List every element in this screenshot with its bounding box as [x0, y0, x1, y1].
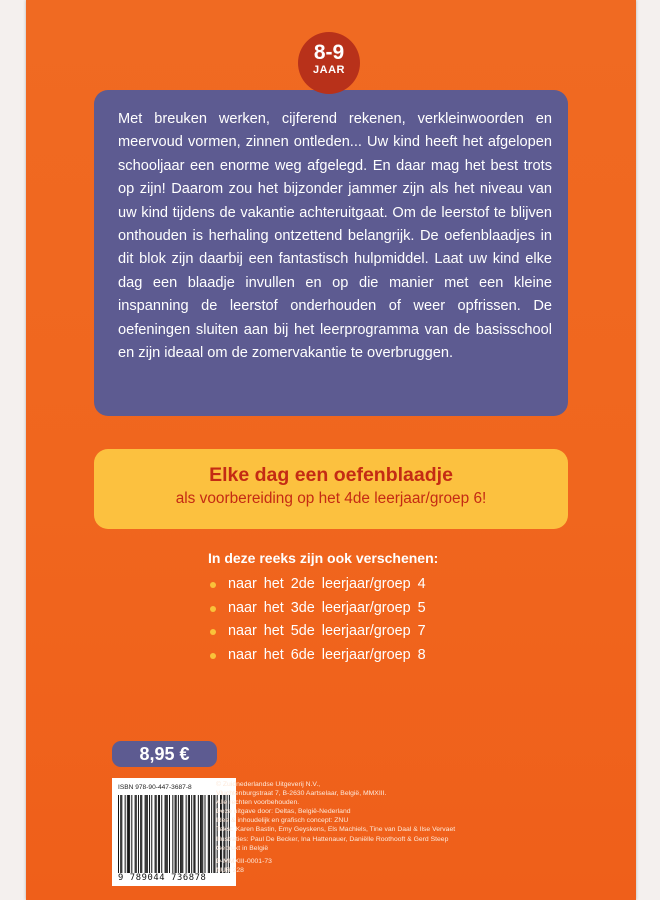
colophon-line: Gedrukt in België	[216, 844, 269, 852]
legal-deposit-code: D-MMXIII-0001-73	[216, 857, 272, 865]
colophon-line: Vluchtenburgstraat 7, B-2630 Aartselaar, België, MMXIII.	[216, 790, 387, 798]
age-unit: JAAR	[313, 64, 345, 76]
series-list	[208, 573, 528, 667]
bullet-icon	[210, 606, 216, 612]
bullet-icon	[210, 629, 216, 635]
book-back-cover	[26, 0, 636, 900]
colophon-line: Alle rechten voorbehouden.	[216, 799, 300, 807]
bullet-icon	[210, 582, 216, 588]
colophon	[216, 780, 516, 875]
series-item-label: naar het 6de leerjaar/groep 8	[228, 646, 426, 663]
age-range: 8-9	[313, 41, 345, 64]
barcode-icon	[118, 795, 230, 873]
list-item	[208, 573, 528, 597]
price-tag	[112, 741, 217, 767]
colophon-line: Idee & inhoudelijk en grafisch concept: ZNU	[216, 817, 349, 825]
list-item	[208, 620, 528, 644]
isbn-number: ISBN 978-90-447-3687-8	[118, 784, 192, 791]
colophon-line: Illustraties: Paul De Becker, Ina Hattenauer, Daniëlle Roothooft & Gerd Steep	[216, 835, 449, 843]
colophon-line: Deze uitgave door: Deltas, België-Nederland	[216, 808, 351, 816]
price-value: 8,95 €	[139, 744, 190, 764]
series-item-label: naar het 2de leerjaar/groep 4	[228, 576, 426, 592]
list-item	[208, 597, 528, 621]
blurb-text: Met breuken werken, cijferend rekenen, verkleinwoorden en meervoud vormen, zinnen ontleden... Uw kind heeft het afgelopen schooljaar een enorme weg afgelegd. En daar mag het best trots op zijn! Daarom zou het bijzonder jammer zijn als het niveau van uw kind tijdens de vakantie achteruitgaat. Om de leerstof te blijven onthouden is herhaling ontzettend belangrijk. De oefenblaadjes in dit blok zijn daarbij een fantastisch hulpmiddel. Laat uw kind elke dag een blaadje invullen en op die manier met een kleine inspanning de leerstof onderhouden of weer opfrissen. De oefeningen sluiten aan bij het leerprogramma van de basisschool en zijn ideaal om de zomervakantie te overbruggen.	[118, 111, 552, 362]
blurb-panel	[94, 90, 568, 416]
tagline-title: Elke dag een oefenblaadje	[209, 464, 453, 486]
series-item-label: naar het 3de leerjaar/groep 5	[228, 599, 426, 616]
nur-code: NUR 228	[216, 866, 244, 874]
series-title: In deze reeks zijn ook verschenen:	[208, 550, 439, 566]
series-item-label: naar het 5de leerjaar/groep 7	[228, 623, 426, 639]
bullet-icon	[210, 653, 216, 659]
list-item	[208, 644, 528, 668]
barcode-digits: 9 789044 736878	[118, 873, 207, 883]
tagline-panel	[94, 449, 568, 529]
tagline-subtitle: als voorbereiding op het 4de leerjaar/groep 6!	[175, 490, 487, 507]
series-section	[208, 548, 528, 667]
age-badge	[298, 32, 360, 94]
colophon-line: © Zuidnederlandse Uitgeverij N.V.,	[216, 781, 321, 788]
colophon-line: Tekst: Karen Bastin, Emy Geyskens, Els Machiels, Tine van Daal & Ilse Vervaet	[216, 826, 456, 834]
